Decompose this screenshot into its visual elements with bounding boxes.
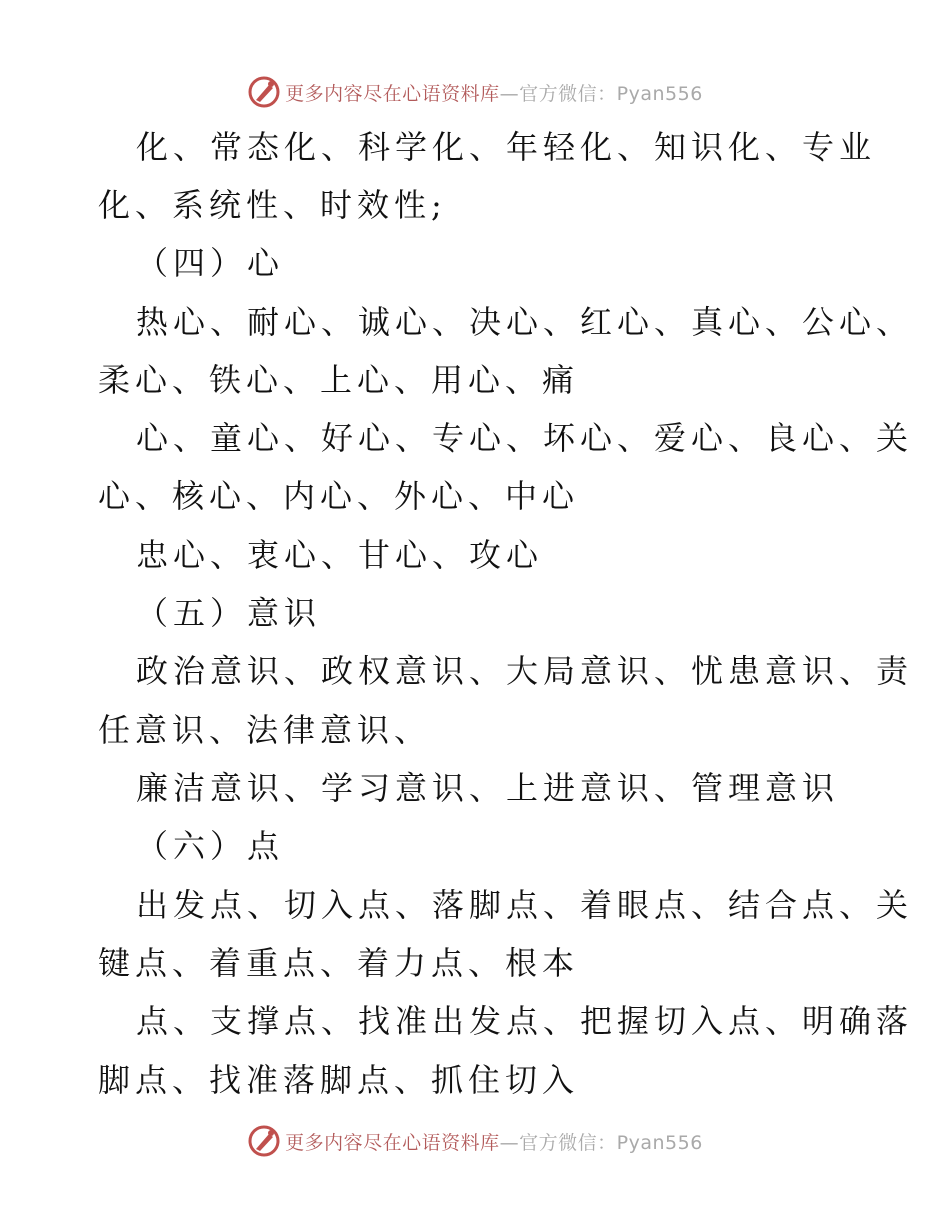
pen-circle-logo-icon	[247, 75, 281, 109]
section-heading: （五）意识	[136, 594, 322, 632]
text-line: 化、常态化、科学化、年轻化、知识化、专业	[136, 128, 877, 166]
text-line: 柔心、铁心、上心、用心、痛	[98, 361, 580, 399]
text-line: 脚点、找准落脚点、抓住切入	[98, 1061, 580, 1099]
text-line: 心、童心、好心、专心、坏心、爱心、良心、关	[136, 419, 914, 457]
text-line: 热心、耐心、诚心、决心、红心、真心、公心、	[136, 303, 914, 341]
text-line: 化、系统性、时效性;	[98, 186, 447, 224]
text-line: 政治意识、政权意识、大局意识、忧患意识、责	[136, 652, 914, 690]
text-line: 点、支撑点、找准出发点、把握切入点、明确落	[136, 1002, 914, 1040]
section-heading: （六）点	[136, 827, 285, 865]
watermark-text: 更多内容尽在心语资料库—官方微信：Pyan556	[285, 82, 703, 105]
text-line: 键点、着重点、着力点、根本	[98, 944, 580, 982]
footer-watermark	[0, 1121, 950, 1161]
text-line: 出发点、切入点、落脚点、着眼点、结合点、关	[136, 886, 914, 924]
text-line: 廉洁意识、学习意识、上进意识、管理意识	[136, 769, 840, 807]
text-line: 忠心、衷心、甘心、攻心	[136, 536, 544, 574]
text-line: 任意识、法律意识、	[98, 711, 432, 749]
section-heading: （四）心	[136, 244, 285, 282]
header-watermark	[0, 72, 950, 112]
text-line: 心、核心、内心、外心、中心	[98, 477, 580, 515]
pen-circle-logo-icon	[247, 1124, 281, 1158]
watermark-text: 更多内容尽在心语资料库—官方微信：Pyan556	[285, 1131, 703, 1154]
